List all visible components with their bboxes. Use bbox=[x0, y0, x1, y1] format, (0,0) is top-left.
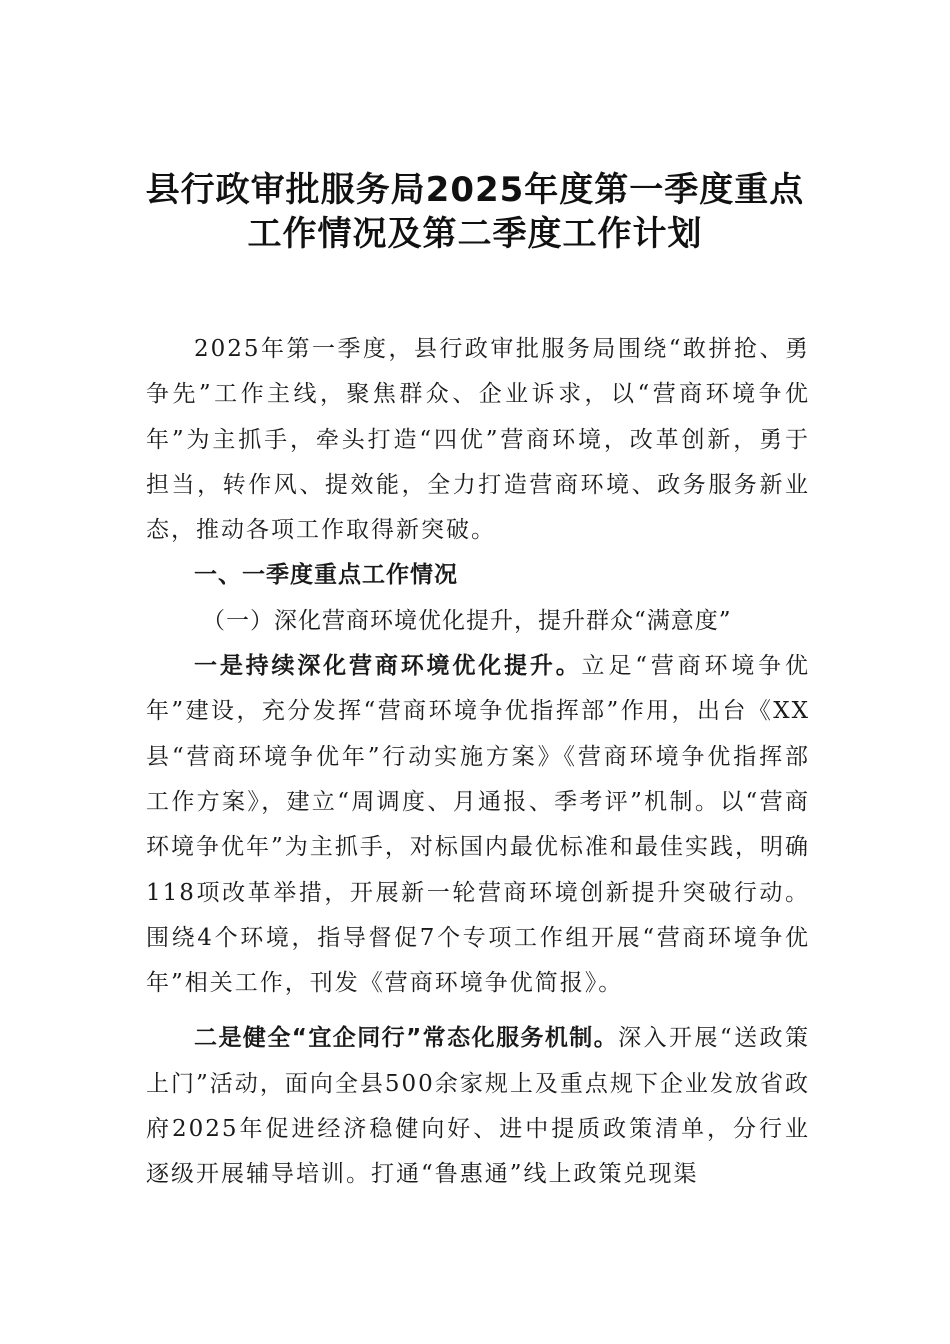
item-paragraph-1 bbox=[146, 644, 810, 1006]
section-heading: 一、一季度重点工作情况 bbox=[194, 562, 458, 589]
document-title-line1: 县行政审批服务局2025年度第一季度重点 bbox=[145, 170, 805, 210]
intro-paragraph: 2025年第一季度，县行政审批服务局围绕“敢拼抢、勇争先”工作主线，聚焦群众、企业诉求，以“营商环境争优年”为主抓手，牵头打造“四优”营商环境，改革创新，勇于担当，转作风、提效能，全力打造营商环境、政务服务新业态，推动各项工作取得新突破。 bbox=[146, 336, 810, 544]
item-lead-1: 一是持续深化营商环境优化提升。 bbox=[194, 653, 582, 680]
item-text-1: 立足“营商环境争优年”建设，充分发挥“营商环境争优指挥部”作用，出台《XX县“营商环境争优年”行动实施方案》《营商环境争优指挥部工作方案》，建立“周调度、月通报、季考评”机制。以“营商环境争优年”为主抓手，对标国内最优标准和最佳实践，明确118项改革举措，开展新一轮营商环境创新提升突破行动。围绕4个环境，指导督促7个专项工作组开展“营商环境争优年”相关工作，刊发《营商环境争优简报》。 bbox=[146, 653, 810, 997]
document-title-line2: 工作情况及第二季度工作计划 bbox=[247, 214, 703, 254]
document-body bbox=[146, 327, 810, 1198]
item-text-2: 深入开展“送政策上门”活动，面向全县500余家规上及重点规下企业发放省政府2025年促进经济稳健向好、进中提质政策清单，分行业逐级开展辅导培训。打通“鲁惠通”线上政策兑现渠 bbox=[146, 1025, 810, 1188]
paragraph-spacer bbox=[146, 1006, 810, 1016]
item-lead-2: 二是健全“宜企同行”常态化服务机制。 bbox=[194, 1025, 619, 1052]
item-paragraph-2 bbox=[146, 1016, 810, 1197]
subsection-heading: （一）深化营商环境优化提升，提升群众“满意度” bbox=[202, 607, 732, 634]
